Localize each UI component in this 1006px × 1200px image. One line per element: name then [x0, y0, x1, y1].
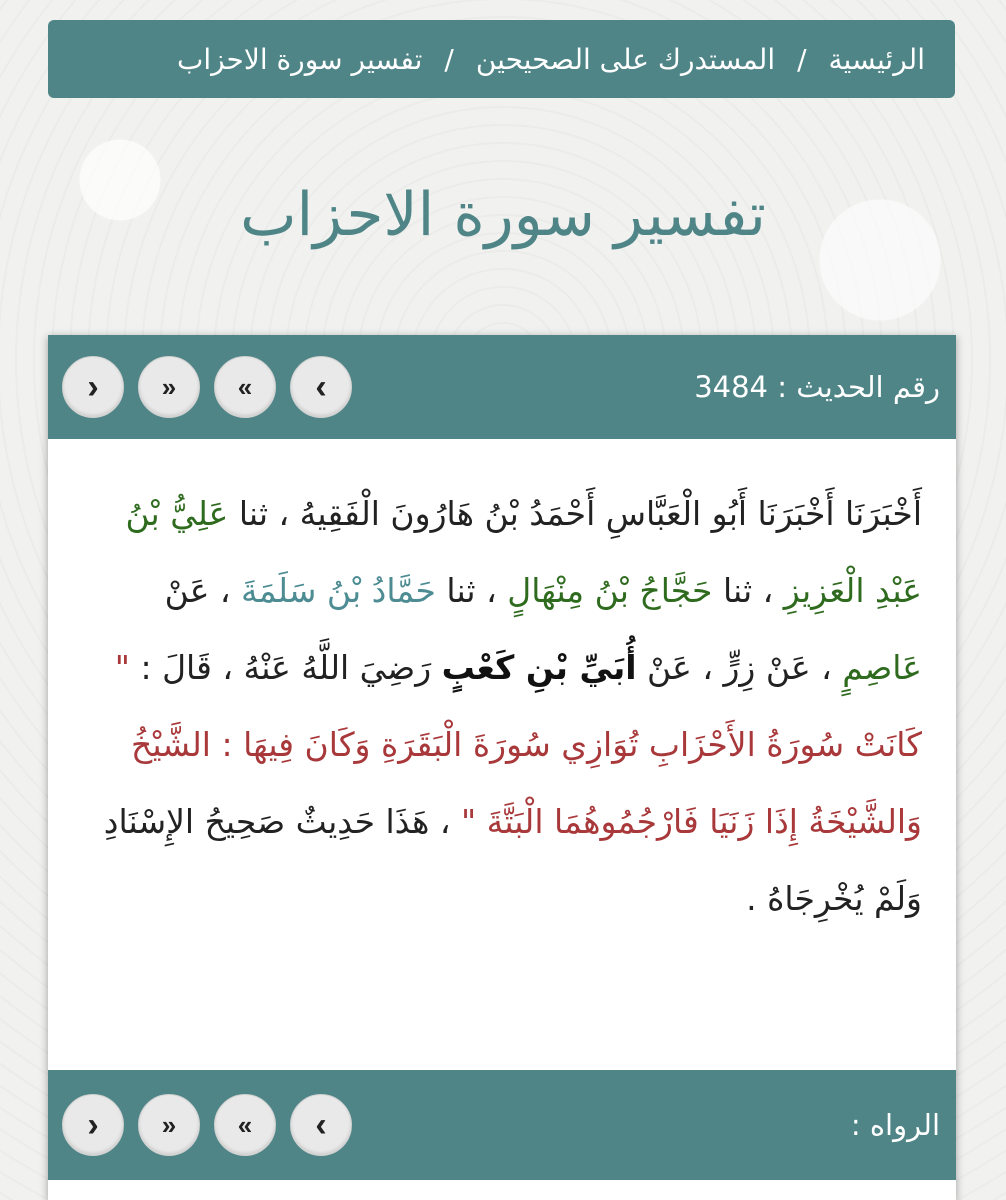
hadith-connector: ، ثنا	[435, 571, 508, 610]
prev-hadith-button[interactable]	[62, 356, 124, 418]
chevron-left-icon: ‹	[87, 367, 99, 406]
last-hadith-button[interactable]	[214, 1094, 276, 1156]
double-chevron-right-icon: »	[237, 371, 253, 402]
hadith-header	[48, 335, 956, 439]
double-chevron-left-icon: «	[161, 371, 177, 402]
last-hadith-button[interactable]	[214, 356, 276, 418]
hadith-nav	[62, 356, 352, 418]
hadith-number: رقم الحديث : 3484	[694, 370, 940, 404]
hadith-matn: " كَانَتْ سُورَةُ الأَحْزَابِ تُوَازِي سُورَةَ الْبَقَرَةِ وَكَانَ فِيهَا : الشَّيْخُ وَالشَّيْخَةُ إِذَا زَنَيَا فَارْجُمُوهُمَا الْبَتَّةَ "	[114, 648, 922, 841]
hadith-connector: ، عَنْ زِرٍّ ، عَنْ	[636, 648, 843, 687]
narrators-header	[48, 1070, 956, 1180]
narrators-body	[48, 1180, 956, 1200]
narrators-label: الرواه :	[850, 1108, 940, 1142]
hadith-chain-intro: أَخْبَرَنَا أَخْبَرَنَا أَبُو الْعَبَّاسِ أَحْمَدُ بْنُ هَارُونَ الْفَقِيهُ ، ثنا	[228, 494, 922, 533]
breadcrumb-separator: /	[444, 42, 454, 76]
narrator-link[interactable]: حَجَّاجُ بْنُ مِنْهَالٍ	[507, 571, 713, 610]
narrator-link[interactable]: أُبَيِّ بْنِ كَعْبٍ	[441, 648, 637, 687]
first-hadith-button[interactable]	[138, 1094, 200, 1156]
narrator-link[interactable]: عَلِيُّ بْنُ عَبْدِ الْعَزِيزِ	[125, 494, 922, 610]
chevron-right-icon: ›	[315, 1105, 327, 1144]
hadith-connector: ، عَنْ	[164, 571, 242, 610]
double-chevron-left-icon: «	[161, 1109, 177, 1140]
breadcrumb-home[interactable]: الرئيسية	[828, 42, 925, 76]
narrator-link[interactable]: حَمَّادُ بْنُ سَلَمَةَ	[241, 571, 436, 610]
hadith-card	[48, 335, 956, 1200]
page-title: تفسير سورة الاحزاب	[240, 180, 766, 250]
next-hadith-button[interactable]	[290, 1094, 352, 1156]
narrators-nav	[62, 1094, 352, 1156]
breadcrumb-chapter[interactable]: تفسير سورة الاحزاب	[176, 42, 423, 76]
breadcrumb-book[interactable]: المستدرك على الصحيحين	[475, 42, 776, 76]
breadcrumb	[48, 20, 955, 98]
chevron-left-icon: ‹	[87, 1105, 99, 1144]
narrator-link[interactable]: عَاصِمٍ	[842, 648, 922, 687]
double-chevron-right-icon: »	[237, 1109, 253, 1140]
next-hadith-button[interactable]	[290, 356, 352, 418]
hadith-connector: رَضِيَ اللَّهُ عَنْهُ ، قَالَ :	[129, 648, 442, 687]
hadith-connector: ، ثنا	[712, 571, 784, 610]
hadith-text	[88, 475, 922, 937]
breadcrumb-separator: /	[797, 42, 807, 76]
hadith-grading: ، هَذَا حَدِيثٌ صَحِيحُ الإِسْنَادِ وَلَمْ يُخْرِجَاهُ .	[103, 802, 922, 918]
first-hadith-button[interactable]	[138, 356, 200, 418]
prev-hadith-button[interactable]	[62, 1094, 124, 1156]
chevron-right-icon: ›	[315, 367, 327, 406]
